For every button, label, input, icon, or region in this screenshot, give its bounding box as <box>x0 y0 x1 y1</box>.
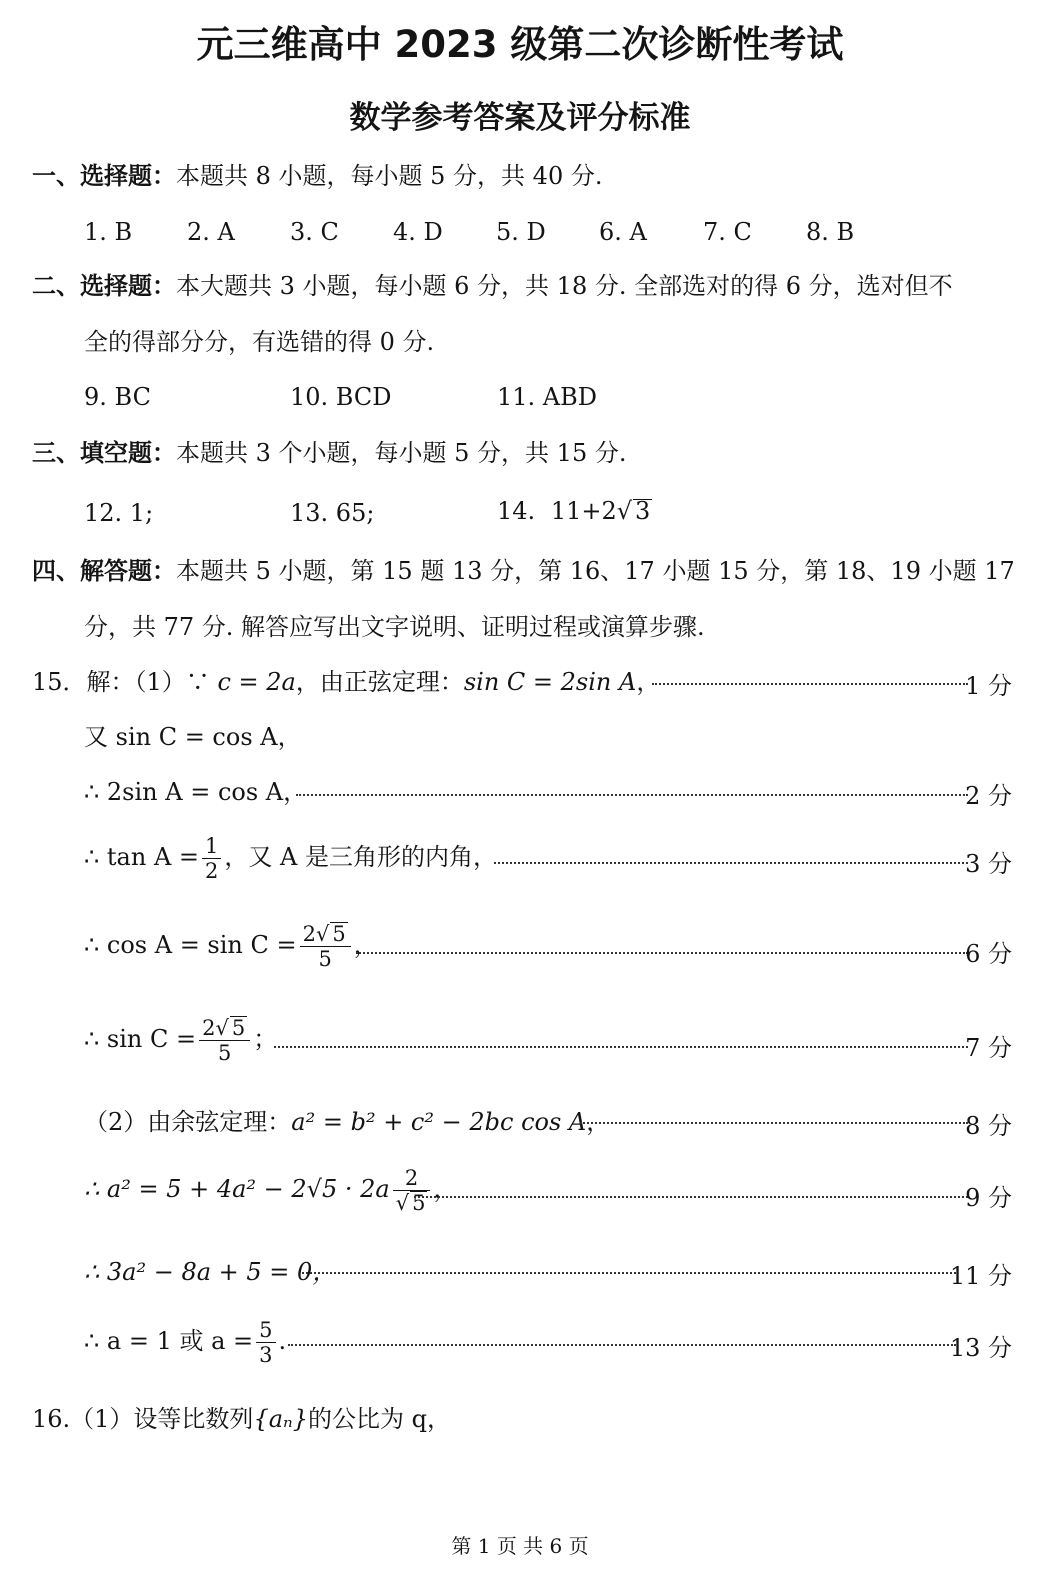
q15-semicolon: ； <box>253 1025 278 1053</box>
fraction-numerator: 5 <box>256 1318 275 1343</box>
fraction-denominator: 3 <box>259 1343 273 1367</box>
section-2-desc: 本大题共 3 小题，每小题 6 分，共 18 分. 全部选对的得 6 分，选对但不 <box>176 272 953 300</box>
q15-tan-lhs: ∴ tan A = <box>84 843 200 871</box>
coefficient: 2 <box>302 922 316 946</box>
q15-cosine-eq: a² = b² + c² − 2bc cos A <box>291 1108 587 1136</box>
answer-13: 13. 65; <box>290 499 375 527</box>
q15-line-3: ∴ 2sin A = cos A， <box>84 778 308 806</box>
leader-dots <box>494 862 968 864</box>
answer-9: 9. BC <box>84 383 151 411</box>
q15-line-1 <box>32 666 660 698</box>
fraction-numerator: 2√ 5 <box>199 1016 250 1041</box>
answer-4: 4. D <box>393 218 443 246</box>
fraction-numerator: 1 <box>202 834 221 859</box>
q15-line-4 <box>84 834 497 883</box>
score-11: 11 分 <box>949 1262 1012 1290</box>
score-7: 7 分 <box>965 1034 1012 1062</box>
q15-sinC-lhs: ∴ sin C = <box>84 1025 197 1053</box>
fraction-numerator: 2 <box>393 1166 431 1191</box>
q16-sequence: {aₙ} <box>253 1405 309 1433</box>
score-9: 9 分 <box>965 1184 1012 1212</box>
section-4-heading: 四、解答题： <box>32 557 176 585</box>
fraction-2root5-over-5 <box>300 922 351 971</box>
q16-line-1 <box>32 1403 451 1435</box>
q15-eq-c2a: c = 2a <box>217 668 296 696</box>
fraction-2root5-over-5 <box>199 1016 250 1065</box>
leader-dots <box>296 794 968 796</box>
answer-7: 7. C <box>703 218 752 246</box>
q15-substitution: ∴ a² = 5 + 4a² − 2√5 · 2a <box>84 1175 390 1203</box>
answer-2: 2. A <box>187 218 235 246</box>
section-3-desc: 本题共 3 个小题，每小题 5 分，共 15 分. <box>176 439 627 467</box>
q15-line-10 <box>84 1318 286 1367</box>
leader-dots <box>580 1122 968 1124</box>
q15-line-7 <box>84 1106 610 1138</box>
section-4-desc-cont: 分，共 77 分. 解答应写出文字说明、证明过程或演算步骤. <box>84 613 705 641</box>
q16-ratio: 的公比为 q， <box>308 1405 452 1433</box>
page-title: 元三维高中 2023 级第二次诊断性考试 <box>196 23 844 66</box>
coefficient: 2 <box>202 1016 216 1040</box>
q15-line-6 <box>84 1016 277 1065</box>
q15-cosine-law: （2）由余弦定理： <box>84 1108 292 1136</box>
radicand: 5 <box>231 1016 246 1040</box>
answer-14-label: 14. <box>497 497 536 525</box>
section-1-heading: 一、选择题： <box>32 162 176 190</box>
leader-dots <box>302 1272 956 1274</box>
q15-line-2: 又 sin C = cos A， <box>84 723 302 751</box>
q15-comma: ， <box>636 668 661 696</box>
q15-inner-angle: ，又 A 是三角形的内角， <box>224 843 497 871</box>
fraction-denominator: 5 <box>217 1041 232 1065</box>
leader-dots <box>414 1196 968 1198</box>
q15-line-8 <box>84 1166 457 1215</box>
q15-sine-law: ，由正弦定理： <box>295 668 464 696</box>
fraction-denominator: √ 5 <box>395 1191 426 1215</box>
answer-12: 12. 1; <box>84 499 154 527</box>
answer-10: 10. BCD <box>290 383 392 411</box>
q15-cosA-lhs: ∴ cos A = sin C = <box>84 931 297 959</box>
q15-solution: ∴ a = 1 或 a = <box>84 1327 254 1355</box>
answer-11: 11. ABD <box>497 383 598 411</box>
fraction-denominator: 2 <box>205 859 219 883</box>
section-4-desc: 本题共 5 小题，第 15 题 13 分，第 16、17 小题 15 分，第 18、19 小题 17 <box>176 557 1015 585</box>
q16-label: 16.（1）设等比数列 <box>32 1405 254 1433</box>
answer-1: 1. B <box>84 218 133 246</box>
fraction-2-over-root5 <box>393 1166 431 1215</box>
q15-eq-sinC: sin C = 2sin A <box>463 668 637 696</box>
score-6: 6 分 <box>965 940 1012 968</box>
score-1: 1 分 <box>965 672 1012 700</box>
fraction-denominator: 5 <box>318 947 332 971</box>
answer-14-radicand: 3 <box>635 497 651 525</box>
answer-14: 14. 11+2√ 3 <box>497 497 651 525</box>
page-subtitle: 数学参考答案及评分标准 <box>349 100 691 136</box>
section-1-header <box>32 160 602 192</box>
q15-period: . <box>278 1327 287 1355</box>
page-footer: 第 1 页 共 6 页 <box>451 1534 589 1558</box>
section-2-desc-cont: 全的得部分分，有选错的得 0 分. <box>84 328 435 356</box>
answer-3: 3. C <box>290 218 339 246</box>
q15-comma: ， <box>586 1108 611 1136</box>
section-1-desc: 本题共 8 小题，每小题 5 分，共 40 分. <box>176 162 603 190</box>
answer-8: 8. B <box>806 218 855 246</box>
q15-comma: ， <box>433 1175 458 1203</box>
radicand: 5 <box>332 922 346 946</box>
fraction-half <box>202 834 221 883</box>
leader-dots <box>356 952 968 954</box>
fraction-5-over-3 <box>256 1318 275 1367</box>
section-2-header <box>32 270 953 302</box>
fraction-numerator: 2√ 5 <box>300 922 351 947</box>
section-4-header <box>32 555 1015 587</box>
score-2: 2 分 <box>965 782 1012 810</box>
q15-line-5 <box>84 922 378 971</box>
answer-6: 6. A <box>599 218 647 246</box>
section-3-heading: 三、填空题： <box>32 439 176 467</box>
leader-dots <box>652 683 968 685</box>
q15-line-9: ∴ 3a² − 8a + 5 = 0， <box>84 1258 337 1286</box>
q15-comma: ， <box>353 931 378 959</box>
score-13: 13 分 <box>949 1334 1012 1362</box>
leader-dots <box>288 1344 956 1346</box>
q15-label: 15．解：（1）∵ <box>32 668 210 696</box>
section-3-header <box>32 437 626 469</box>
radicand: 5 <box>412 1191 426 1215</box>
answer-5: 5. D <box>496 218 546 246</box>
section-2-heading: 二、选择题： <box>32 272 176 300</box>
score-8: 8 分 <box>965 1112 1012 1140</box>
leader-dots <box>274 1046 968 1048</box>
score-3: 3 分 <box>965 850 1012 878</box>
answer-14-value: 11+2 <box>550 497 617 525</box>
